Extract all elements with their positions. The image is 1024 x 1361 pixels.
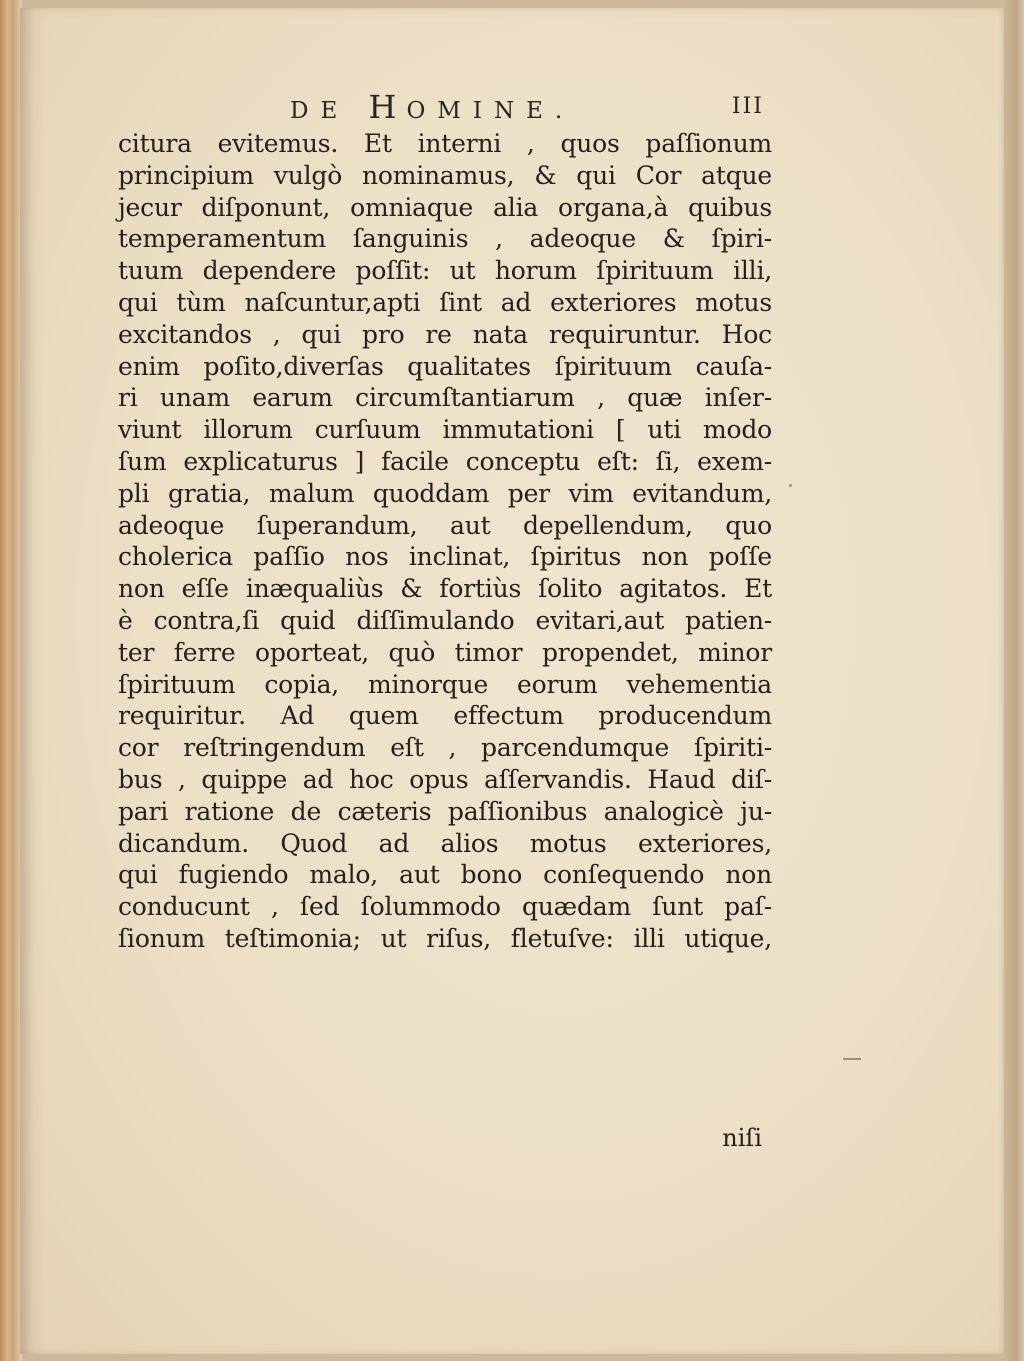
text-line: è contra,ſi quid diſſimulando evitari,aut patien-: [118, 605, 772, 635]
text-line: citura evitemus. Et interni , quos paſſionum: [118, 129, 772, 158]
text-line: qui tùm naſcuntur,apti ſint ad exteriores motus: [118, 287, 772, 317]
margin-mark: [843, 1058, 861, 1060]
text-line: excitandos , qui pro re nata requiruntur. Hoc: [118, 319, 772, 349]
running-head-capital: H: [368, 88, 407, 126]
text-line: qui fugiendo malo, aut bono conſequendo non: [118, 860, 772, 890]
book-binding-edge: [0, 0, 22, 1361]
running-head-prefix: DE: [290, 98, 350, 124]
text-line: ſum explicaturus ] facile conceptu eſt: ſi, exem-: [118, 446, 772, 476]
body-text: [118, 128, 772, 955]
page-fore-edge: [1004, 0, 1024, 1361]
text-line: bus , quippe ad hoc opus aſſervandis. Haud diſ-: [118, 764, 772, 794]
text-line: tuum dependere poſſit: ut horum ſpirituum illi,: [118, 256, 772, 286]
text-line: pli gratia, malum quoddam per vim evitandum,: [118, 478, 772, 508]
page-header: [120, 88, 770, 128]
text-line: dicandum. Quod ad alios motus exteriores,: [118, 828, 772, 858]
page-number: III: [731, 94, 764, 119]
ink-spot: [789, 484, 792, 487]
text-line: ter ferre oporteat, quò timor propendet, minor: [118, 637, 772, 667]
text-line: principium vulgò nominamus, & qui Cor atque: [118, 160, 772, 190]
text-line: temperamentum ſanguinis , adeoque & ſpiri-: [118, 224, 772, 254]
catchword: niſi: [722, 1124, 762, 1152]
text-line: cholerica paſſio nos inclinat, ſpiritus non poſſe: [118, 542, 772, 572]
text-line: ſionum teſtimonia; ut riſus, fletuſve: illi utique,: [118, 923, 772, 953]
text-line: enim poſito,diverſas qualitates ſpirituum cauſa-: [118, 351, 772, 381]
text-line: conducunt , ſed ſolummodo quædam ſunt paſ-: [118, 892, 772, 922]
text-line: cor reſtringendum eſt , parcendumque ſpiriti-: [118, 733, 772, 763]
text-line: ri unam earum circumſtantiarum , quæ inſer-: [118, 383, 772, 413]
text-line: jecur diſponunt, omniaque alia organa,à quibus: [118, 192, 772, 222]
text-line: viunt illorum curſuum immutationi [ uti modo: [118, 415, 772, 445]
text-line: non eſſe inæqualiùs & fortiùs ſolito agitatos. Et: [118, 574, 772, 604]
text-line: requiritur. Ad quem effectum producendum: [118, 701, 772, 731]
running-head-rest: OMINE.: [406, 98, 575, 124]
running-head: [290, 88, 574, 126]
text-line: adeoque ſuperandum, aut depellendum, quo: [118, 510, 772, 540]
text-line: pari ratione de cæteris paſſionibus analogicè ju-: [118, 796, 772, 826]
text-line: ſpirituum copia, minorque eorum vehementia: [118, 669, 772, 699]
